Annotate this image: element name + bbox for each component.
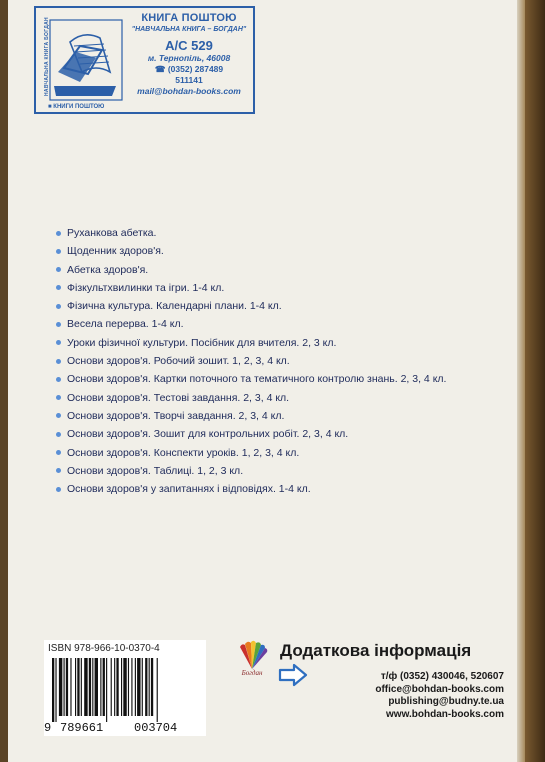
list-item [56,444,446,462]
list-item-label: Абетка здоров'я. [67,263,149,276]
contact-email: office@bohdan-books.com [375,683,504,695]
list-item [56,297,446,315]
list-item [56,279,446,297]
list-item-label: Основи здоров'я. Конспекти уроків. 1, 2, 3, 4 кл. [67,446,300,459]
barcode-group-right: 003704 [134,721,178,735]
arrow-right-icon [278,663,308,687]
books-illustration-icon [40,12,126,108]
stamp-email: mail@bohdan-books.com [137,86,241,96]
list-item-label: Основи здоров'я. Тестові завдання. 2, 3, 4 кл. [67,391,290,404]
list-item [56,334,446,352]
list-item [56,315,446,333]
list-item [56,407,446,425]
bullet-icon [56,377,61,382]
stamp-vertical-text: НАВЧАЛЬНА КНИГА БОГДАН [44,17,50,96]
barcode-group-left: 789661 [60,721,104,735]
list-item [56,425,446,443]
list-item [56,224,446,242]
isbn-text: ISBN 978-966-10-0370-4 [48,643,160,654]
page-edge-shadow [517,0,525,762]
mail-order-stamp [34,6,255,114]
bullet-icon [56,322,61,327]
list-item [56,261,446,279]
list-item [56,389,446,407]
stamp-title: КНИГА ПОШТОЮ [141,12,237,24]
stamp-subtitle: "НАВЧАЛЬНА КНИГА – БОГДАН" [131,26,247,33]
stamp-po-box: А/С 529 [165,38,213,53]
bullet-icon [56,432,61,437]
bullet-icon [56,304,61,309]
stamp-phone: ☎ (0352) 287489 [154,64,224,74]
bullet-icon [56,267,61,272]
barcode-digit-first: 9 [44,721,52,735]
book-fan-logo-icon [234,639,270,671]
bullet-icon [56,395,61,400]
list-item [56,480,446,498]
list-item-label: Основи здоров'я у запитаннях і відповідях. 1-4 кл. [67,483,311,496]
list-item-label: Фізична культура. Календарні плани. 1-4 кл. [67,300,282,313]
list-item-label: Руханкова абетка. [67,227,157,239]
list-item-label: Основи здоров'я. Робочий зошит. 1, 2, 3, 4 кл. [67,355,290,368]
info-title: Додаткова інформація [280,641,472,660]
bullet-icon [56,413,61,418]
list-item-label: Основи здоров'я. Таблиці. 1, 2, 3 кл. [67,464,244,477]
list-item-label: Фізкультхвилинки та ігри. 1-4 кл. [67,281,225,294]
list-item [56,242,446,260]
list-item-label: Основи здоров'я. Картки поточного та тематичного контролю знань. 2, 3, 4 кл. [67,373,447,386]
bullet-icon [56,487,61,492]
list-item [56,352,446,370]
logo-text: Богдан [241,669,263,677]
publisher-logo [234,639,270,685]
contact-phone: т/ф (0352) 430046, 520607 [380,671,504,682]
list-item-label: Уроки фізичної культури. Посібник для вчителя. 2, 3 кл. [67,336,337,349]
stamp-sign-text: ■ КНИГИ ПОШТОЮ [48,104,105,110]
list-item-label: Основи здоров'я. Зошит для контрольних робіт. 2, 3, 4 кл. [67,428,349,441]
contact-info [308,671,504,721]
bullet-icon [56,450,61,455]
bullet-icon [56,249,61,254]
book-list [56,224,446,498]
list-item [56,462,446,480]
list-item-label: Весела перерва. 1-4 кл. [67,318,184,331]
contact-publishing-email: publishing@budny.te.ua [388,696,504,707]
stamp-picture [40,12,126,108]
bullet-icon [56,231,61,236]
barcode-bars-icon [50,658,202,722]
stamp-phone-2: 511141 [175,75,203,85]
bullet-icon [56,340,61,345]
bullet-icon [56,468,61,473]
bullet-icon [56,359,61,364]
stamp-city: м. Тернопіль, 46008 [147,53,231,63]
back-cover [8,0,525,762]
stamp-address [126,12,252,97]
cover-edge [525,0,545,762]
list-item [56,370,446,388]
list-item-label: Основи здоров'я. Творчі завдання. 2, 3, 4 кл. [67,409,285,422]
barcode [44,640,206,736]
contact-website: www.bohdan-books.com [386,708,504,720]
list-item-label: Щоденник здоров'я. [67,245,164,258]
bullet-icon [56,285,61,290]
